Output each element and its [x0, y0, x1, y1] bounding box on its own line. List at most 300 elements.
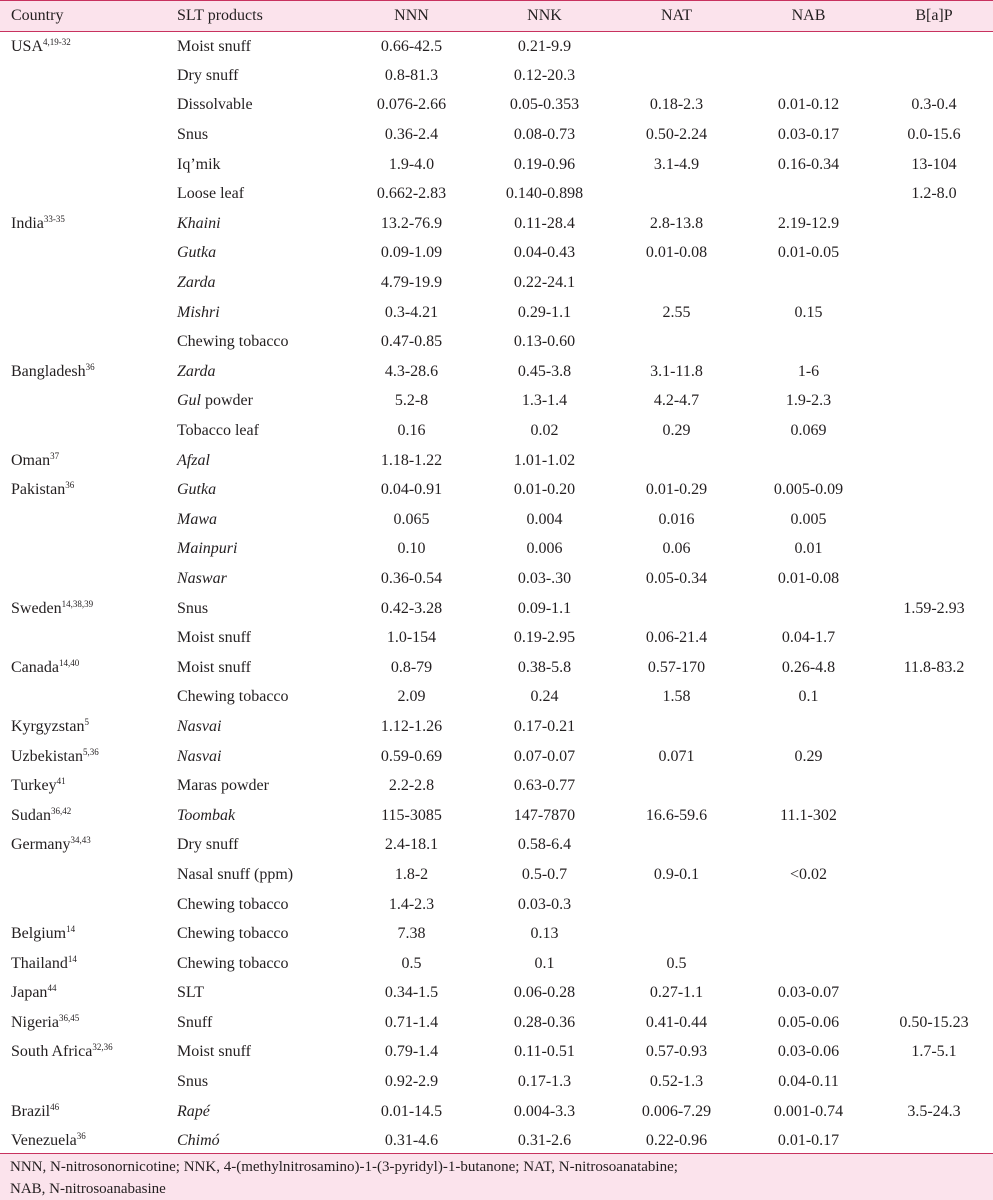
table-row — [0, 742, 993, 772]
nnn-cell: 0.36-2.4 — [384, 126, 439, 144]
nat-cell: 0.41-0.44 — [645, 1013, 708, 1031]
nnk-cell: 0.11-28.4 — [514, 214, 575, 232]
bap-cell — [875, 239, 993, 269]
bap-cell: 11.8-83.2 — [903, 658, 965, 676]
nnn-cell: 4.3-28.6 — [384, 362, 439, 380]
bap-cell — [875, 683, 993, 713]
product-cell — [175, 535, 345, 565]
nnk-cell: 0.08-0.73 — [513, 126, 576, 144]
nnk-cell: 0.63-0.77 — [513, 777, 576, 795]
nnn-cell: 0.71-1.4 — [384, 1013, 439, 1031]
nat-cell: 4.2-4.7 — [653, 392, 700, 410]
table-row — [0, 653, 993, 683]
nnk-cell: 0.29-1.1 — [517, 303, 572, 321]
country-cell — [0, 979, 175, 1009]
footnote-line-1: NNN, N-nitrosonornicotine; NNK, 4-(methylnitrosamino)-1-(3-pyridyl)-1-butanone; NAT, N-nitrosoanatabine; — [10, 1159, 678, 1175]
bap-cell — [875, 298, 993, 328]
country-reference: 32,36 — [92, 1042, 113, 1053]
country-cell — [0, 327, 175, 357]
nnn-cell: 1.8-2 — [394, 865, 429, 883]
country-name: Japan — [11, 984, 48, 1002]
country-cell — [0, 32, 175, 62]
nnk-cell: 0.03-0.3 — [517, 895, 572, 913]
product-name: Gutka — [177, 244, 217, 262]
table-row — [0, 1097, 993, 1127]
nab-cell — [742, 32, 875, 62]
product-cell — [175, 209, 345, 239]
country-cell — [0, 564, 175, 594]
country-reference: 14,38,39 — [61, 598, 94, 609]
product-cell — [175, 298, 345, 328]
nnn-cell: 5.2-8 — [394, 392, 429, 410]
nnn-cell: 0.5 — [401, 954, 422, 972]
product-cell — [175, 1097, 345, 1127]
country-cell — [0, 1067, 175, 1097]
bap-cell — [875, 712, 993, 742]
nnn-cell: 13.2-76.9 — [380, 214, 443, 232]
nat-cell: 0.06 — [662, 540, 691, 558]
nab-cell: 0.16-0.34 — [777, 155, 840, 173]
product-cell — [175, 949, 345, 979]
nnk-cell: 0.05-0.353 — [509, 96, 580, 114]
header-bap: B[a]P — [875, 1, 993, 32]
country-cell — [0, 61, 175, 91]
product-name: Zarda — [177, 362, 216, 380]
product-name: Chewing tobacco — [177, 954, 289, 972]
product-name: Snuff — [177, 1013, 213, 1031]
nnk-cell: 0.004-3.3 — [513, 1102, 576, 1120]
product-name: Tobacco leaf — [177, 422, 259, 440]
country-cell — [0, 949, 175, 979]
product-name: Chewing tobacco — [177, 925, 289, 943]
table-row — [0, 712, 993, 742]
bap-cell: 1.7-5.1 — [911, 1043, 957, 1061]
product-cell — [175, 831, 345, 861]
nat-cell: 0.5 — [666, 954, 687, 972]
table-row — [0, 771, 993, 801]
nab-cell: 0.01-0.05 — [777, 244, 840, 262]
bap-cell — [875, 742, 993, 772]
nnn-cell: 0.8-79 — [390, 658, 433, 676]
nnk-cell: 0.11-0.51 — [514, 1043, 575, 1061]
bap-cell — [875, 387, 993, 417]
nnk-cell: 0.140-0.898 — [505, 185, 584, 203]
country-cell — [0, 209, 175, 239]
nab-cell: 0.29 — [794, 747, 823, 765]
bap-cell — [875, 505, 993, 535]
table-row — [0, 209, 993, 239]
table-row — [0, 327, 993, 357]
country-cell — [0, 623, 175, 653]
table-row — [0, 505, 993, 535]
nnk-cell: 0.004 — [526, 510, 563, 528]
product-name: Moist snuff — [177, 658, 251, 676]
bap-cell — [875, 61, 993, 91]
nab-cell: 0.01-0.12 — [777, 96, 840, 114]
nnk-cell: 0.13 — [530, 925, 559, 943]
country-cell — [0, 475, 175, 505]
nnn-cell: 7.38 — [397, 925, 426, 943]
bap-cell — [875, 623, 993, 653]
product-cell — [175, 446, 345, 476]
bap-cell — [875, 535, 993, 565]
nnn-cell: 0.076-2.66 — [376, 96, 447, 114]
nnn-cell: 0.59-0.69 — [380, 747, 443, 765]
country-name: Venezuela — [11, 1132, 77, 1150]
product-cell — [175, 150, 345, 180]
nat-cell — [611, 268, 742, 298]
header-nat: NAT — [611, 1, 742, 32]
nab-cell — [742, 446, 875, 476]
nnk-cell: 0.1 — [534, 954, 555, 972]
nat-cell: 0.01-0.29 — [645, 481, 708, 499]
product-cell — [175, 742, 345, 772]
country-name: Sudan — [11, 806, 51, 824]
nab-cell: <0.02 — [789, 865, 828, 883]
table-row — [0, 1126, 993, 1156]
bap-cell: 0.0-15.6 — [907, 126, 961, 144]
product-name: Nasal snuff (ppm) — [177, 865, 294, 883]
country-cell — [0, 683, 175, 713]
country-cell — [0, 298, 175, 328]
nab-cell — [742, 268, 875, 298]
country-cell — [0, 712, 175, 742]
nab-cell: 0.005-0.09 — [773, 481, 844, 499]
nab-cell — [742, 831, 875, 861]
product-cell — [175, 120, 345, 150]
product-cell — [175, 801, 345, 831]
country-name: Thailand — [11, 954, 68, 972]
nnn-cell: 1.4-2.3 — [388, 895, 435, 913]
country-cell — [0, 1097, 175, 1127]
product-name: Moist snuff — [177, 629, 251, 647]
nat-cell: 2.55 — [662, 303, 691, 321]
nnn-cell: 0.66-42.5 — [380, 37, 443, 55]
country-cell — [0, 150, 175, 180]
table-row — [0, 298, 993, 328]
product-cell — [175, 387, 345, 417]
country-reference: 34,43 — [70, 835, 91, 846]
nnn-cell: 2.4-18.1 — [384, 836, 439, 854]
nnn-cell: 2.2-2.8 — [388, 777, 435, 795]
country-cell — [0, 416, 175, 446]
product-cell — [175, 1008, 345, 1038]
nat-cell — [611, 712, 742, 742]
product-name: Rapé — [177, 1102, 210, 1120]
nnk-cell: 0.28-0.36 — [513, 1013, 576, 1031]
table-row — [0, 890, 993, 920]
country-cell — [0, 801, 175, 831]
table-row — [0, 179, 993, 209]
nnn-cell: 0.79-1.4 — [384, 1043, 439, 1061]
product-name-suffix: powder — [201, 392, 253, 410]
nat-cell: 0.52-1.3 — [649, 1073, 704, 1091]
nnn-cell: 1.0-154 — [386, 629, 437, 647]
country-cell — [0, 771, 175, 801]
header-country: Country — [0, 1, 175, 32]
footnote-line-2: NAB, N-nitrosoanabasine — [10, 1181, 166, 1197]
product-cell — [175, 357, 345, 387]
country-reference: 14 — [67, 953, 77, 964]
nat-cell — [611, 890, 742, 920]
country-reference: 36,42 — [51, 805, 72, 816]
nnk-cell: 0.21-9.9 — [517, 37, 572, 55]
nab-cell: 0.001-0.74 — [773, 1102, 844, 1120]
product-cell — [175, 32, 345, 62]
table-row — [0, 979, 993, 1009]
table-row — [0, 61, 993, 91]
country-reference: 36 — [85, 361, 95, 372]
country-reference: 5,36 — [82, 746, 99, 757]
product-cell — [175, 564, 345, 594]
bap-cell: 0.50-15.23 — [899, 1013, 969, 1031]
nnk-cell: 0.31-2.6 — [517, 1132, 572, 1150]
nnk-cell: 0.58-6.4 — [517, 836, 572, 854]
table-row — [0, 239, 993, 269]
nnn-cell: 0.8-81.3 — [384, 66, 439, 84]
nnk-cell: 0.17-1.3 — [517, 1073, 572, 1091]
country-reference: 5 — [84, 716, 89, 727]
nnn-cell: 0.92-2.9 — [384, 1073, 439, 1091]
country-reference: 14 — [66, 924, 76, 935]
nab-cell: 0.069 — [790, 422, 827, 440]
nnn-cell: 0.31-4.6 — [384, 1132, 439, 1150]
nat-cell: 0.071 — [658, 747, 695, 765]
country-reference: 4,19-32 — [43, 36, 71, 47]
product-name: Naswar — [177, 569, 227, 587]
country-reference: 44 — [47, 983, 57, 994]
product-name: Dry snuff — [177, 66, 239, 84]
nat-cell: 0.50-2.24 — [645, 126, 708, 144]
nat-cell — [611, 446, 742, 476]
nnk-cell: 1.01-1.02 — [513, 451, 576, 469]
product-cell — [175, 1067, 345, 1097]
nnk-cell: 1.3-1.4 — [521, 392, 568, 410]
nnn-cell: 0.34-1.5 — [384, 984, 439, 1002]
nab-cell: 1.9-2.3 — [785, 392, 832, 410]
nab-cell — [742, 327, 875, 357]
country-cell — [0, 239, 175, 269]
bap-cell — [875, 327, 993, 357]
country-cell — [0, 1126, 175, 1156]
product-name: Chimó — [177, 1132, 220, 1150]
bap-cell — [875, 801, 993, 831]
nat-cell: 0.01-0.08 — [645, 244, 708, 262]
nnn-cell: 0.10 — [397, 540, 426, 558]
product-name: Gul — [177, 392, 201, 410]
nnn-cell: 1.9-4.0 — [388, 155, 435, 173]
product-cell — [175, 860, 345, 890]
header-nnn: NNN — [345, 1, 478, 32]
nnk-cell: 0.5-0.7 — [521, 865, 568, 883]
nab-cell: 0.01-0.08 — [777, 569, 840, 587]
nnn-cell: 2.09 — [397, 688, 426, 706]
bap-cell — [875, 1067, 993, 1097]
bap-cell — [875, 475, 993, 505]
table-row — [0, 387, 993, 417]
country-cell — [0, 357, 175, 387]
bap-cell — [875, 209, 993, 239]
table-row — [0, 268, 993, 298]
bap-cell — [875, 564, 993, 594]
nnn-cell: 0.01-14.5 — [380, 1102, 443, 1120]
nnk-cell: 0.07-0.07 — [513, 747, 576, 765]
table-row — [0, 91, 993, 121]
nat-cell: 0.57-170 — [647, 658, 706, 676]
nat-cell: 0.05-0.34 — [645, 569, 708, 587]
table-row — [0, 150, 993, 180]
table-row — [0, 683, 993, 713]
nab-cell: 11.1-302 — [780, 806, 837, 824]
nat-cell: 0.9-0.1 — [653, 865, 700, 883]
product-name: Toombak — [177, 806, 236, 824]
nnk-cell: 0.19-0.96 — [513, 155, 576, 173]
product-name: Chewing tobacco — [177, 333, 289, 351]
country-cell — [0, 594, 175, 624]
nab-cell: 0.03-0.06 — [777, 1043, 840, 1061]
bap-cell — [875, 949, 993, 979]
product-name: Zarda — [177, 274, 216, 292]
product-name: Loose leaf — [177, 185, 245, 203]
product-cell — [175, 919, 345, 949]
table-footnote — [0, 1153, 993, 1200]
product-name: Gutka — [177, 481, 217, 499]
country-name: Bangladesh — [11, 362, 86, 380]
bap-cell — [875, 357, 993, 387]
product-cell — [175, 416, 345, 446]
nnk-cell: 147-7870 — [513, 806, 576, 824]
bap-cell — [875, 890, 993, 920]
product-cell — [175, 683, 345, 713]
product-name: Mainpuri — [177, 540, 238, 558]
nat-cell — [611, 32, 742, 62]
nnn-cell: 0.36-0.54 — [380, 569, 443, 587]
bap-cell: 3.5-24.3 — [907, 1102, 961, 1120]
nat-cell: 0.29 — [662, 422, 691, 440]
product-name: Afzal — [177, 451, 210, 469]
country-cell — [0, 179, 175, 209]
nat-cell: 0.006-7.29 — [641, 1102, 712, 1120]
product-name: Snus — [177, 599, 209, 617]
nab-cell — [742, 919, 875, 949]
nnk-cell: 0.04-0.43 — [513, 244, 576, 262]
product-cell — [175, 771, 345, 801]
nat-cell: 3.1-11.8 — [650, 362, 703, 380]
nab-cell — [742, 771, 875, 801]
nnn-cell: 0.3-4.21 — [384, 303, 439, 321]
nab-cell: 0.03-0.07 — [777, 984, 840, 1002]
nab-cell: 0.15 — [794, 303, 823, 321]
country-reference: 36 — [65, 480, 75, 491]
country-reference: 41 — [56, 776, 66, 787]
nat-cell — [611, 771, 742, 801]
country-cell — [0, 268, 175, 298]
country-cell — [0, 387, 175, 417]
country-reference: 14,40 — [58, 657, 80, 668]
nnk-cell: 0.38-5.8 — [517, 658, 572, 676]
nat-cell: 3.1-4.9 — [653, 155, 700, 173]
nnn-cell: 0.09-1.09 — [380, 244, 443, 262]
bap-cell — [875, 268, 993, 298]
bap-cell: 0.3-0.4 — [911, 96, 957, 114]
bap-cell — [875, 860, 993, 890]
table-row — [0, 919, 993, 949]
product-cell — [175, 1038, 345, 1068]
nnk-cell: 0.03-.30 — [517, 569, 572, 587]
product-cell — [175, 653, 345, 683]
nnk-cell: 0.01-0.20 — [513, 481, 576, 499]
product-cell — [175, 239, 345, 269]
table-row — [0, 120, 993, 150]
bap-cell — [875, 771, 993, 801]
product-cell — [175, 91, 345, 121]
country-name: Turkey — [11, 777, 57, 795]
product-name: Dry snuff — [177, 836, 239, 854]
table-row — [0, 32, 993, 62]
nnn-cell: 0.42-3.28 — [380, 599, 443, 617]
nnn-cell: 1.12-1.26 — [380, 717, 443, 735]
nnn-cell: 1.18-1.22 — [380, 451, 443, 469]
nat-cell: 0.18-2.3 — [649, 96, 704, 114]
country-cell — [0, 120, 175, 150]
nab-cell: 2.19-12.9 — [777, 214, 840, 232]
country-reference: 36,45 — [58, 1012, 80, 1023]
bap-cell: 13-104 — [911, 155, 957, 173]
country-name: USA — [11, 37, 44, 55]
table-row — [0, 446, 993, 476]
nab-cell — [742, 179, 875, 209]
country-name: Nigeria — [11, 1013, 59, 1031]
country-reference: 36 — [76, 1131, 86, 1142]
nab-cell: 0.01 — [794, 540, 823, 558]
nnk-cell: 0.22-24.1 — [513, 274, 576, 292]
nnn-cell: 0.065 — [393, 510, 430, 528]
product-name: Moist snuff — [177, 37, 251, 55]
bap-cell: 1.59-2.93 — [903, 599, 965, 617]
product-name: Mawa — [177, 510, 217, 528]
nab-cell: 0.04-1.7 — [781, 629, 836, 647]
bap-cell — [875, 919, 993, 949]
country-cell — [0, 91, 175, 121]
table-row — [0, 801, 993, 831]
bap-cell — [875, 446, 993, 476]
nat-cell: 0.22-0.96 — [645, 1132, 708, 1150]
nnn-cell: 115-3085 — [381, 806, 442, 824]
nnk-cell: 0.02 — [530, 422, 559, 440]
nnn-cell: 0.16 — [397, 422, 426, 440]
nnn-cell: 0.47-0.85 — [380, 333, 443, 351]
product-cell — [175, 623, 345, 653]
header-slt-products: SLT products — [175, 1, 345, 32]
bap-cell — [875, 979, 993, 1009]
bap-cell — [875, 32, 993, 62]
header-nnk: NNK — [478, 1, 611, 32]
nab-cell — [742, 890, 875, 920]
product-name: Moist snuff — [177, 1043, 251, 1061]
country-name: Uzbekistan — [11, 747, 83, 765]
product-cell — [175, 179, 345, 209]
nnk-cell: 0.19-2.95 — [513, 629, 576, 647]
product-name: Dissolvable — [177, 96, 253, 114]
product-name: Khaini — [177, 214, 221, 232]
product-cell — [175, 327, 345, 357]
country-name: Canada — [11, 658, 59, 676]
country-name: Pakistan — [11, 481, 66, 499]
product-cell — [175, 979, 345, 1009]
product-cell — [175, 505, 345, 535]
country-cell — [0, 919, 175, 949]
table-row — [0, 1038, 993, 1068]
